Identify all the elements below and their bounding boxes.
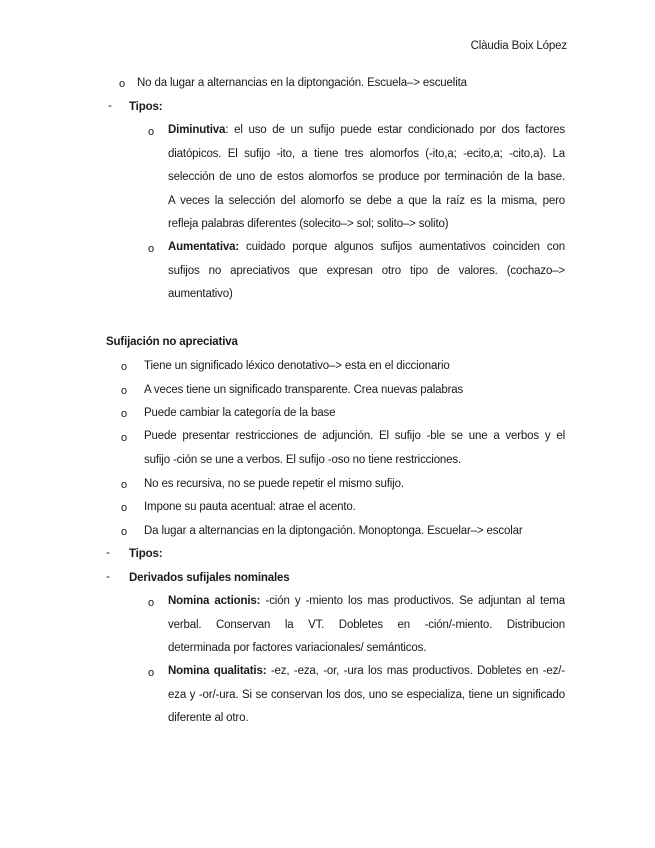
bullet-circle: o — [121, 385, 127, 397]
text-line: sufijo -ción se une a verbos. El sufijo -oso no tiene restricciones. — [144, 453, 462, 466]
list-item-diminutiva — [168, 119, 565, 237]
text-line: aumentativo) — [168, 288, 233, 300]
list-item-aumentativa — [168, 236, 565, 307]
list-item: Puede cambiar la categoría de la base — [144, 407, 336, 419]
bullet-circle: o — [148, 126, 154, 138]
bullet-circle: o — [148, 243, 154, 255]
derivados-heading: Derivados sufijales nominales — [129, 572, 290, 584]
list-item: No da lugar a alternancias en la diptongación. Escuela–> escuelita — [137, 77, 467, 89]
list-item: Impone su pauta acentual: atrae el acento. — [144, 501, 356, 513]
text-line: diferente al otro. — [168, 712, 249, 724]
bullet-circle: o — [121, 502, 127, 514]
list-item-nomina-qualitatis — [168, 660, 565, 731]
bullet-circle: o — [121, 361, 127, 373]
text-line: sufijos no apreciativos que expresan otro tipo de valores. (cochazo–> — [168, 264, 565, 277]
text-line: diatópicos. El sufijo -ito, a tiene tres alomorfos (-ito,a; -ecito,a; -cito,a). La — [168, 147, 565, 160]
bullet-circle: o — [121, 408, 127, 420]
text-line: selección de uno de estos alomorfos se produce por terminación de la base. — [168, 171, 565, 183]
text-line: eza y -or/-ura. Si se conservan los dos, uno se especializa, tiene un significado — [168, 688, 565, 701]
text-line: refleja palabras diferentes (solecito–> sol; solito–> solito) — [168, 218, 449, 230]
bullet-circle: o — [119, 78, 125, 90]
bullet-circle: o — [121, 432, 127, 444]
text-line: verbal. Conservan la VT. Dobletes en -ción/-miento. Distribucion — [168, 618, 565, 631]
text-line: Nomina actionis: -ción y -miento los mas productivos. Se adjuntan al tema — [168, 595, 565, 607]
tipos-heading: Tipos: — [129, 548, 163, 560]
section-title: Sufijación no apreciativa — [106, 336, 238, 348]
list-item: Da lugar a alternancias en la diptongación. Monoptonga. Escuelar–> escolar — [144, 525, 523, 537]
bullet-dash: - — [106, 571, 110, 583]
bullet-circle: o — [121, 479, 127, 491]
list-item: A veces tiene un significado transparente. Crea nuevas palabras — [144, 384, 464, 396]
bullet-dash: - — [108, 100, 112, 112]
list-item — [144, 425, 565, 472]
list-item: Tiene un significado léxico denotativo–> esta en el diccionario — [144, 360, 450, 372]
list-item-nomina-actionis — [168, 590, 565, 661]
bullet-dash: - — [106, 547, 110, 559]
list-item: No es recursiva, no se puede repetir el mismo sufijo. — [144, 478, 404, 490]
text-line: Aumentativa: cuidado porque algunos sufijos aumentativos coinciden con — [168, 241, 565, 253]
bullet-circle: o — [148, 667, 154, 679]
text-line: Diminutiva: el uso de un sufijo puede estar condicionado por dos factores — [168, 124, 565, 136]
text-line: A veces la selección del alomorfo se debe a que la raíz es la misma, pero — [168, 194, 565, 207]
bullet-circle: o — [148, 597, 154, 609]
tipos-heading: Tipos: — [129, 101, 163, 113]
text-line: Puede presentar restricciones de adjunción. El sufijo -ble se une a verbos y el — [144, 430, 565, 442]
text-line: determinada por factores variacionales/ semánticos. — [168, 642, 427, 654]
bullet-circle: o — [121, 526, 127, 538]
header-author: Clàudia Boix López — [470, 40, 567, 52]
text-line: Nomina qualitatis: -ez, -eza, -or, -ura los mas productivos. Dobletes en -ez/- — [168, 665, 565, 677]
